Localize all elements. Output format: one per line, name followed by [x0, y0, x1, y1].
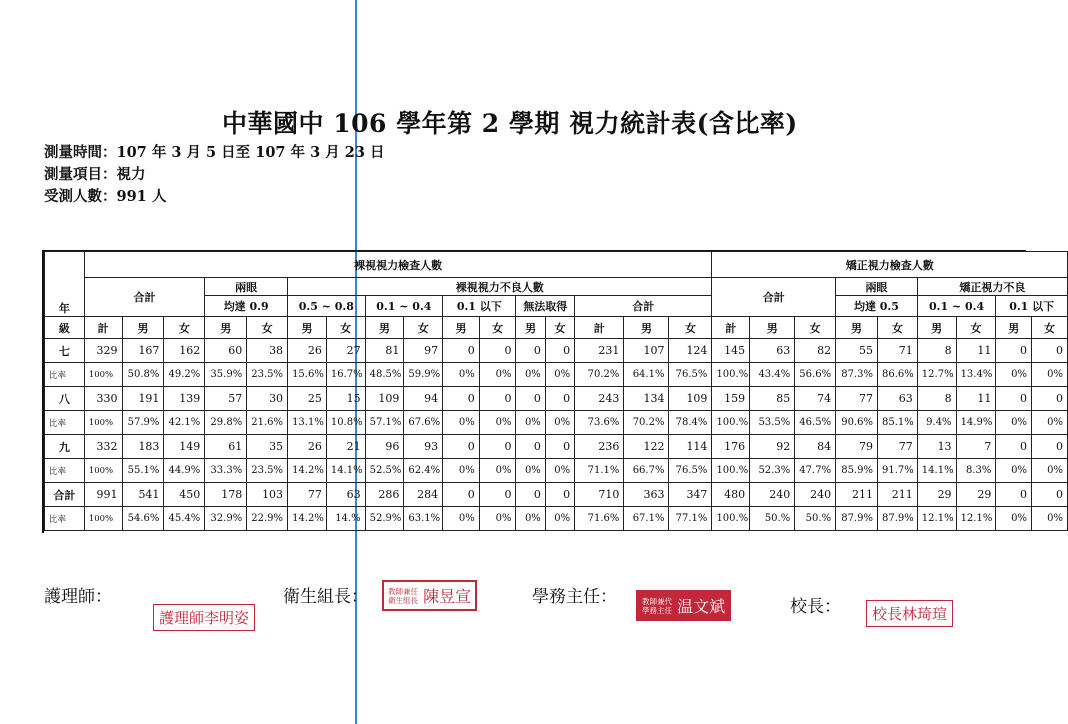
table-cell: 84 [795, 435, 836, 459]
table-cell: 178 [205, 483, 247, 507]
col-poor-female: 女 [669, 317, 712, 339]
measure-item-label: 測量項目： [44, 166, 117, 183]
table-cell: 134 [624, 387, 669, 411]
table-cell: 74 [795, 387, 836, 411]
table-cell: 78.4% [669, 411, 712, 435]
table-cell: 0 [443, 483, 480, 507]
range-05-08-header: 0.5 ~ 0.8 [288, 296, 366, 317]
table-cell: 87.9% [836, 507, 878, 531]
range-01-04-header: 0.1 ~ 0.4 [365, 296, 443, 317]
table-cell: 0% [479, 363, 516, 387]
table-cell: 0% [443, 411, 480, 435]
naked-total-header: 合計 [84, 278, 204, 317]
table-cell: 332 [84, 435, 122, 459]
table-cell: 145 [712, 339, 750, 363]
corrected-vision-section-header: 矯正視力檢查人數 [712, 252, 1068, 278]
table-cell: 54.6% [122, 507, 164, 531]
table-cell: 21.6% [247, 411, 288, 435]
table-cell: 45.4% [164, 507, 205, 531]
table-cell: 0 [545, 483, 574, 507]
table-cell: 0 [996, 435, 1032, 459]
row-label: 八 [45, 387, 85, 411]
col-05-female: 女 [877, 317, 917, 339]
table-cell: 71.1% [575, 459, 624, 483]
table-cell: 0% [479, 507, 516, 531]
table-cell: 0 [443, 339, 480, 363]
table-cell: 8 [917, 387, 956, 411]
table-cell: 0 [1032, 435, 1068, 459]
table-cell: 211 [836, 483, 878, 507]
table-cell: 62.4% [404, 459, 443, 483]
table-cell: 22.9% [247, 507, 288, 531]
col-09-male: 男 [205, 317, 247, 339]
table-cell: 0% [443, 507, 480, 531]
table-cell: 0% [516, 459, 545, 483]
table-cell: 25 [288, 387, 327, 411]
col-corr-0104-female: 女 [956, 317, 996, 339]
naked-poor-total-header: 合計 [575, 296, 712, 317]
table-cell: 27 [326, 339, 365, 363]
table-cell: 81 [365, 339, 404, 363]
row-label: 九 [45, 435, 85, 459]
table-cell: 93 [404, 435, 443, 459]
table-cell: 59.9% [404, 363, 443, 387]
table-cell: 14.1% [917, 459, 956, 483]
table-cell: 240 [795, 483, 836, 507]
table-cell: 0 [996, 339, 1032, 363]
col-poor-male: 男 [624, 317, 669, 339]
naked-vision-section-header: 裸視視力檢查人數 [84, 252, 712, 278]
table-cell: 77.1% [669, 507, 712, 531]
table-cell: 541 [122, 483, 164, 507]
table-cell: 12.1% [956, 507, 996, 531]
table-cell: 330 [84, 387, 122, 411]
table-cell: 0% [443, 363, 480, 387]
table-cell: 85 [750, 387, 795, 411]
table-cell: 87.9% [877, 507, 917, 531]
table-cell: 7 [956, 435, 996, 459]
table-cell: 63 [750, 339, 795, 363]
table-cell: 103 [247, 483, 288, 507]
table-cell: 100% [84, 363, 122, 387]
table-cell: 63 [326, 483, 365, 507]
health-stamp-title-1: 教師兼任 [388, 586, 418, 596]
table-cell: 43.4% [750, 363, 795, 387]
table-cell: 67.6% [404, 411, 443, 435]
table-cell: 0% [996, 459, 1032, 483]
table-cell: 15.6% [288, 363, 327, 387]
table-cell: 48.5% [365, 363, 404, 387]
corrected-range-01-04-header: 0.1 ~ 0.4 [917, 296, 996, 317]
corrected-below-01-header: 0.1 以下 [996, 296, 1068, 317]
measure-period [44, 141, 385, 162]
table-cell: 0 [443, 387, 480, 411]
table-cell: 149 [164, 435, 205, 459]
table-cell: 0% [996, 411, 1032, 435]
table-cell: 14.2% [288, 507, 327, 531]
table-cell: 77 [877, 435, 917, 459]
table-cell: 0 [479, 483, 516, 507]
table-cell: 0% [516, 411, 545, 435]
row-label: 比率 [45, 459, 85, 483]
table-cell: 66.7% [624, 459, 669, 483]
table-cell: 0% [516, 363, 545, 387]
table-cell: 38 [247, 339, 288, 363]
table-cell: 0 [996, 483, 1032, 507]
table-cell: 77 [288, 483, 327, 507]
vision-statistics-table [44, 251, 1068, 531]
table-cell: 710 [575, 483, 624, 507]
ratio-row [45, 459, 1068, 483]
table-cell: 0 [996, 387, 1032, 411]
table-cell: 15 [326, 387, 365, 411]
table-cell: 13.1% [288, 411, 327, 435]
table-cell: 100.% [712, 411, 750, 435]
table-cell: 85.9% [836, 459, 878, 483]
table-cell: 0 [516, 387, 545, 411]
academic-stamp-title-2: 學務主任 [642, 605, 672, 615]
table-cell: 76.5% [669, 459, 712, 483]
table-cell: 8.3% [956, 459, 996, 483]
table-cell: 29 [956, 483, 996, 507]
table-cell: 100.% [712, 507, 750, 531]
ratio-row [45, 363, 1068, 387]
table-cell: 35.9% [205, 363, 247, 387]
col-0104-female: 女 [404, 317, 443, 339]
health-chief-stamp [382, 580, 477, 611]
table-cell: 8 [917, 339, 956, 363]
table-cell: 450 [164, 483, 205, 507]
table-cell: 0% [545, 459, 574, 483]
col-naked-male: 男 [122, 317, 164, 339]
table-cell: 61 [205, 435, 247, 459]
row-label: 比率 [45, 411, 85, 435]
table-cell: 0% [996, 363, 1032, 387]
table-cell: 26 [288, 339, 327, 363]
measure-period-value: 107 年 3 月 5 日至 107 年 3 月 23 日 [116, 144, 385, 161]
row-label: 七 [45, 339, 85, 363]
table-cell: 90.6% [836, 411, 878, 435]
table-cell: 363 [624, 483, 669, 507]
academic-director-stamp [636, 590, 731, 621]
table-cell: 162 [164, 339, 205, 363]
count-row [45, 387, 1068, 411]
table-cell: 50.8% [122, 363, 164, 387]
col-unobtainable-male: 男 [516, 317, 545, 339]
table-cell: 26 [288, 435, 327, 459]
table-cell: 86.6% [877, 363, 917, 387]
table-cell: 49.2% [164, 363, 205, 387]
table-cell: 94 [404, 387, 443, 411]
table-cell: 70.2% [624, 411, 669, 435]
table-cell: 63.1% [404, 507, 443, 531]
col-naked-female: 女 [164, 317, 205, 339]
table-cell: 13.4% [956, 363, 996, 387]
table-cell: 0% [479, 411, 516, 435]
table-cell: 14.1% [326, 459, 365, 483]
table-cell: 97 [404, 339, 443, 363]
table-cell: 56.6% [795, 363, 836, 387]
document-title: 中華國中 106 學年第 2 學期 視力統計表(含比率) [222, 109, 798, 138]
col-unobtainable-female: 女 [545, 317, 574, 339]
table-cell: 92 [750, 435, 795, 459]
nurse-label: 護理師： [44, 587, 112, 607]
table-cell: 0 [545, 435, 574, 459]
table-cell: 10.8% [326, 411, 365, 435]
table-cell: 240 [750, 483, 795, 507]
examinee-count [44, 185, 166, 206]
table-cell: 46.5% [795, 411, 836, 435]
academic-stamp-title-1: 教師兼代 [642, 596, 672, 606]
table-cell: 12.1% [917, 507, 956, 531]
table-cell: 47.7% [795, 459, 836, 483]
table-cell: 176 [712, 435, 750, 459]
table-cell: 0 [516, 435, 545, 459]
table-cell: 11 [956, 387, 996, 411]
table-cell: 76.5% [669, 363, 712, 387]
table-cell: 14.% [326, 507, 365, 531]
examinee-count-value: 991 人 [116, 188, 167, 205]
col-corr-male: 男 [750, 317, 795, 339]
table-cell: 0% [1032, 411, 1068, 435]
table-cell: 329 [84, 339, 122, 363]
table-cell: 211 [877, 483, 917, 507]
count-row [45, 435, 1068, 459]
table-cell: 0 [1032, 339, 1068, 363]
table-cell: 67.1% [624, 507, 669, 531]
col-09-female: 女 [247, 317, 288, 339]
table-cell: 107 [624, 339, 669, 363]
table-cell: 0 [516, 339, 545, 363]
table-cell: 0 [545, 387, 574, 411]
grade-header [45, 252, 85, 317]
table-cell: 21 [326, 435, 365, 459]
table-cell: 73.6% [575, 411, 624, 435]
table-cell: 42.1% [164, 411, 205, 435]
health-chief-label: 衛生組長： [283, 587, 368, 607]
table-cell: 57.1% [365, 411, 404, 435]
ratio-row [45, 507, 1068, 531]
table-cell: 12.7% [917, 363, 956, 387]
count-row [45, 339, 1068, 363]
table-cell: 70.2% [575, 363, 624, 387]
table-cell: 77 [836, 387, 878, 411]
table-cell: 29 [917, 483, 956, 507]
table-cell: 57 [205, 387, 247, 411]
grade-header-top: 年 [58, 302, 70, 315]
principal-stamp: 校長林琦瑄 [866, 600, 953, 627]
table-cell: 0% [545, 411, 574, 435]
table-cell: 64.1% [624, 363, 669, 387]
table-cell: 243 [575, 387, 624, 411]
table-cell: 23.5% [247, 459, 288, 483]
col-poor-total: 計 [575, 317, 624, 339]
ratio-row [45, 411, 1068, 435]
table-cell: 57.9% [122, 411, 164, 435]
table-cell: 0 [516, 483, 545, 507]
table-cell: 52.5% [365, 459, 404, 483]
table-cell: 284 [404, 483, 443, 507]
table-cell: 100% [84, 507, 122, 531]
table-cell: 96 [365, 435, 404, 459]
count-row [45, 483, 1068, 507]
table-cell: 14.2% [288, 459, 327, 483]
grade-header-bottom: 級 [45, 317, 85, 339]
both-eyes-09-header: 均達 0.9 [205, 296, 288, 317]
both-eyes-05-header: 均達 0.5 [836, 296, 918, 317]
col-corr-female: 女 [795, 317, 836, 339]
table-cell: 0% [516, 507, 545, 531]
table-cell: 183 [122, 435, 164, 459]
table-cell: 109 [365, 387, 404, 411]
table-cell: 0 [479, 435, 516, 459]
table-cell: 29.8% [205, 411, 247, 435]
table-cell: 0% [545, 507, 574, 531]
examinee-count-label: 受測人數： [44, 188, 117, 205]
table-cell: 32.9% [205, 507, 247, 531]
col-0508-female: 女 [326, 317, 365, 339]
table-cell: 124 [669, 339, 712, 363]
table-cell: 85.1% [877, 411, 917, 435]
table-cell: 236 [575, 435, 624, 459]
table-cell: 9.4% [917, 411, 956, 435]
table-cell: 991 [84, 483, 122, 507]
table-cell: 286 [365, 483, 404, 507]
naked-poor-header: 裸視視力不良人數 [288, 278, 712, 296]
table-cell: 79 [836, 435, 878, 459]
table-cell: 0% [1032, 459, 1068, 483]
unobtainable-header: 無法取得 [516, 296, 575, 317]
table-cell: 13 [917, 435, 956, 459]
table-cell: 100% [84, 411, 122, 435]
table-cell: 30 [247, 387, 288, 411]
table-cell: 0 [545, 339, 574, 363]
vision-statistics-sheet [42, 250, 1063, 533]
table-cell: 0 [479, 339, 516, 363]
row-label: 比率 [45, 507, 85, 531]
col-0508-male: 男 [288, 317, 327, 339]
table-cell: 0% [545, 363, 574, 387]
corrected-poor-header: 矯正視力不良 [917, 278, 1067, 296]
table-cell: 52.3% [750, 459, 795, 483]
table-cell: 53.5% [750, 411, 795, 435]
table-cell: 63 [877, 387, 917, 411]
table-cell: 231 [575, 339, 624, 363]
table-cell: 159 [712, 387, 750, 411]
table-cell: 114 [669, 435, 712, 459]
table-cell: 33.3% [205, 459, 247, 483]
col-naked-total: 計 [84, 317, 122, 339]
col-corr-below01-male: 男 [996, 317, 1032, 339]
table-cell: 139 [164, 387, 205, 411]
row-label: 合計 [45, 483, 85, 507]
both-eyes-05-top-header: 兩眼 [836, 278, 918, 296]
table-cell: 0% [996, 507, 1032, 531]
table-cell: 0% [443, 459, 480, 483]
table-cell: 11 [956, 339, 996, 363]
col-below01-male: 男 [443, 317, 480, 339]
table-cell: 100.% [712, 363, 750, 387]
table-cell: 0 [1032, 387, 1068, 411]
col-below01-female: 女 [479, 317, 516, 339]
table-cell: 55 [836, 339, 878, 363]
table-cell: 167 [122, 339, 164, 363]
row-label: 比率 [45, 363, 85, 387]
table-cell: 0 [443, 435, 480, 459]
table-cell: 87.3% [836, 363, 878, 387]
table-cell: 55.1% [122, 459, 164, 483]
both-eyes-09-top-header: 兩眼 [205, 278, 288, 296]
table-cell: 109 [669, 387, 712, 411]
nurse-stamp: 護理師李明姿 [153, 604, 255, 631]
col-corr-total: 計 [712, 317, 750, 339]
table-cell: 23.5% [247, 363, 288, 387]
measure-period-label: 測量時間： [44, 144, 117, 161]
academic-stamp-name: 温文斌 [677, 597, 726, 616]
table-cell: 191 [122, 387, 164, 411]
table-cell: 35 [247, 435, 288, 459]
table-cell: 71 [877, 339, 917, 363]
gender-header-row [45, 317, 1068, 339]
table-cell: 82 [795, 339, 836, 363]
table-cell: 347 [669, 483, 712, 507]
col-corr-0104-male: 男 [917, 317, 956, 339]
table-cell: 50.% [750, 507, 795, 531]
table-cell: 16.7% [326, 363, 365, 387]
table-cell: 480 [712, 483, 750, 507]
table-cell: 50.% [795, 507, 836, 531]
table-body [45, 339, 1068, 531]
table-cell: 100.% [712, 459, 750, 483]
col-0104-male: 男 [365, 317, 404, 339]
below-01-header: 0.1 以下 [443, 296, 516, 317]
table-cell: 52.9% [365, 507, 404, 531]
table-cell: 0 [479, 387, 516, 411]
corrected-total-header: 合計 [712, 278, 836, 317]
table-cell: 60 [205, 339, 247, 363]
table-cell: 71.6% [575, 507, 624, 531]
academic-director-label: 學務主任： [532, 587, 617, 607]
col-05-male: 男 [836, 317, 878, 339]
table-cell: 0 [1032, 483, 1068, 507]
principal-label: 校長： [790, 597, 841, 617]
measure-item-value: 視力 [116, 166, 146, 183]
table-cell: 0% [1032, 507, 1068, 531]
measure-item [44, 163, 146, 184]
health-stamp-name: 陳昱宣 [423, 587, 472, 606]
table-cell: 91.7% [877, 459, 917, 483]
col-corr-below01-female: 女 [1032, 317, 1068, 339]
table-cell: 44.9% [164, 459, 205, 483]
table-cell: 0% [479, 459, 516, 483]
table-cell: 0% [1032, 363, 1068, 387]
health-stamp-title-2: 衛生組長 [388, 595, 418, 605]
table-cell: 100% [84, 459, 122, 483]
table-cell: 122 [624, 435, 669, 459]
table-cell: 14.9% [956, 411, 996, 435]
